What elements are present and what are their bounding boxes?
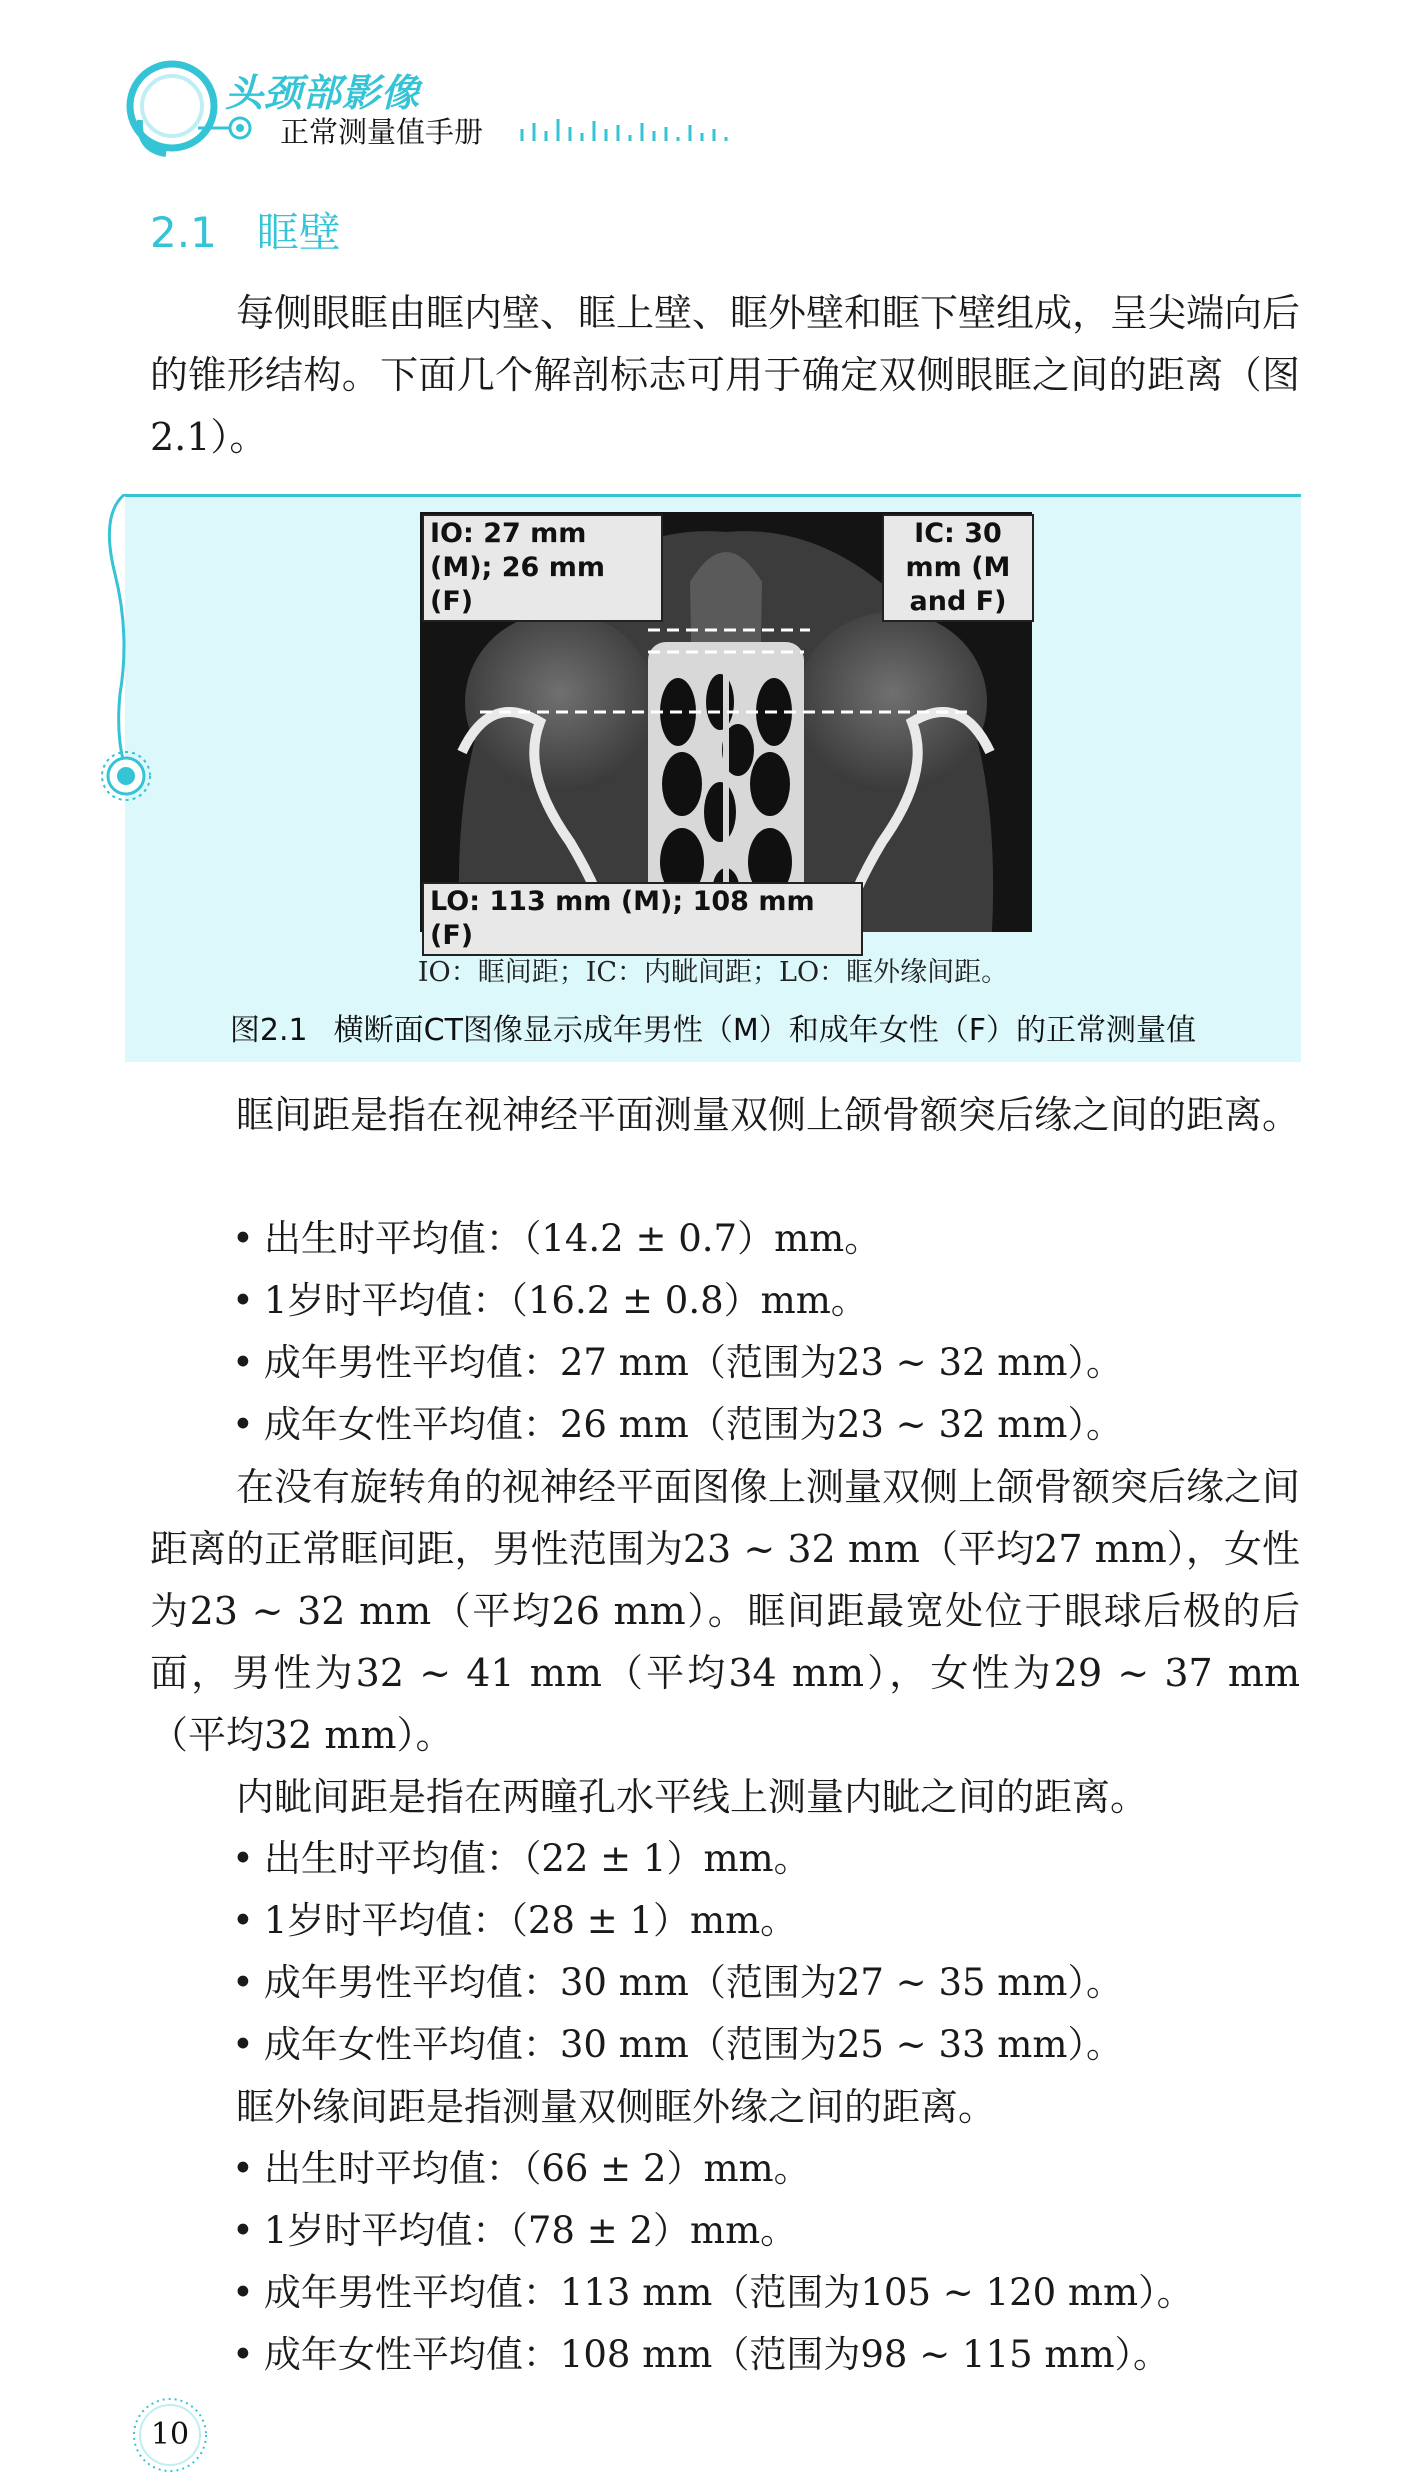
list-item: • 出生时平均值：（66 ± 2）mm。: [232, 2147, 811, 2190]
list-item: • 出生时平均值：（14.2 ± 0.7）mm。: [232, 1217, 882, 1260]
figure-number: 图2.1: [229, 1013, 308, 1048]
bullet-icon: •: [232, 2271, 254, 2314]
bullet-icon: •: [232, 1899, 254, 1942]
figure-caption: [125, 1005, 1301, 1049]
lo-label: LO: 113 mm (M); 108 mm (F): [422, 882, 863, 956]
list-item: • 出生时平均值：（22 ± 1）mm。: [232, 1837, 811, 1880]
bullet-icon: •: [232, 1341, 254, 1384]
list-item: • 成年男性平均值：113 mm（范围为105 ~ 120 mm）。: [232, 2271, 1194, 2314]
figure-caption-text: 横断面CT图像显示成年男性（M）和成年女性（F）的正常测量值: [333, 1013, 1197, 1048]
list-item: • 成年女性平均值：108 mm（范围为98 ~ 115 mm）。: [232, 2333, 1171, 2376]
section-title: 眶壁: [256, 208, 341, 257]
running-header: [120, 58, 820, 168]
bullet-icon: •: [232, 2209, 254, 2252]
section-number: 2.1: [150, 208, 217, 257]
figure-side-ornament-icon: [90, 494, 170, 814]
ct-image: [420, 512, 1032, 951]
list-item: • 成年女性平均值：30 mm（范围为25 ~ 33 mm）。: [232, 2023, 1123, 2066]
list-item: • 1岁时平均值：（78 ± 2）mm。: [232, 2209, 798, 2252]
intro-paragraph: 每侧眼眶由眶内壁、眶上壁、眶外壁和眶下壁组成，呈尖端向后的锥形结构。下面几个解剖标志可用于确定双侧眼眶之间的距离（图2.1）。: [150, 291, 1301, 459]
page-number: 10: [150, 2417, 190, 2452]
decorative-bars-icon: [518, 113, 818, 147]
bullet-icon: •: [232, 2333, 254, 2376]
list-item: • 1岁时平均值：（28 ± 1）mm。: [232, 1899, 798, 1942]
list-item: • 1岁时平均值：（16.2 ± 0.8）mm。: [232, 1279, 868, 1322]
bullet-icon: •: [232, 2147, 254, 2190]
bullet-icon: •: [232, 1837, 254, 1880]
io-bullet-list: [232, 1208, 1123, 1456]
bullet-icon: •: [232, 1279, 254, 1322]
lo-definition: 眶外缘间距是指测量双侧眶外缘之间的距离。: [236, 2085, 997, 2129]
section-heading: [150, 200, 341, 260]
list-item: • 成年男性平均值：30 mm（范围为27 ~ 35 mm）。: [232, 1961, 1123, 2004]
lo-bullet-list: [232, 2138, 1194, 2386]
list-item: • 成年男性平均值：27 mm（范围为23 ~ 32 mm）。: [232, 1341, 1123, 1384]
book-title: 头颈部影像: [225, 71, 421, 115]
ic-label: IC: 30 mm (M and F): [882, 514, 1034, 622]
list-item: • 成年女性平均值：26 mm（范围为23 ~ 32 mm）。: [232, 1403, 1123, 1446]
io-note-paragraph: 在没有旋转角的视神经平面图像上测量双侧上颌骨额突后缘之间距离的正常眶间距，男性范围为23 ~ 32 mm（平均27 mm），女性为23 ~ 32 mm（平均26 mm）。眶间距最宽处位于眼球后极的后面，男性为32 ~ 41 mm（平均34 mm），女性为29 ~ 37 mm（平均32 mm）。: [150, 1465, 1301, 1757]
ic-bullet-list: [232, 1828, 1123, 2076]
bullet-icon: •: [232, 2023, 254, 2066]
io-definition: 眶间距是指在视神经平面测量双侧上颌骨额突后缘之间的距离。: [236, 1093, 1301, 1137]
figure-legend: IO：眶间距；IC：内眦间距；LO：眶外缘间距。: [417, 957, 1009, 988]
bullet-icon: •: [232, 1961, 254, 2004]
io-label: IO: 27 mm (M); 26 mm (F): [422, 514, 663, 622]
book-subtitle: 正常测量值手册: [280, 115, 484, 149]
bullet-icon: •: [232, 1217, 254, 1260]
page-number-badge: [130, 2395, 210, 2475]
ic-definition: 内眦间距是指在两瞳孔水平线上测量内眦之间的距离。: [236, 1775, 1149, 1819]
bullet-icon: •: [232, 1403, 254, 1446]
